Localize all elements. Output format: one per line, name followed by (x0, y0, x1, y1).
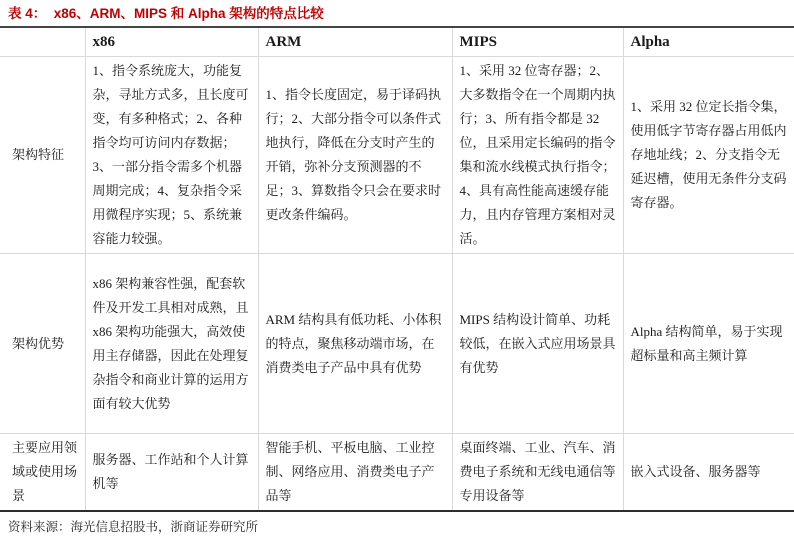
architecture-comparison-table (0, 26, 794, 512)
table-title: 表 4： x86、ARM、MIPS 和 Alpha 架构的特点比较 (8, 6, 324, 21)
source-note: 资料来源：海光信息招股书，浙商证券研究所 (8, 520, 259, 534)
table-header-row (0, 27, 794, 57)
table-row-advantages (0, 254, 794, 434)
cell-applications-x86: 服务器、工作站和个人计算机等 (85, 434, 258, 512)
cell-features-mips: 1、采用 32 位寄存器；2、大多数指令在一个周期内执行；3、所有指令都是 32 位，且采用定长编码的指令集和流水线模式执行指令；4、具有高性能高速缓存能力，且内存管理方案相对灵活。 (452, 57, 623, 254)
column-header-alpha: Alpha (623, 27, 794, 57)
row-label-features: 架构特征 (0, 57, 85, 254)
cell-features-alpha: 1、采用 32 位定长指令集，使用低字节寄存器占用低内存地址线；2、分支指令无延迟槽，使用无条件分支码寄存器。 (623, 57, 794, 254)
column-header-blank (0, 27, 85, 57)
cell-advantages-alpha: Alpha 结构简单，易于实现超标量和高主频计算 (623, 254, 794, 434)
row-label-advantages: 架构优势 (0, 254, 85, 434)
table-row-features (0, 57, 794, 254)
cell-applications-mips: 桌面终端、工业、汽车、消费电子系统和无线电通信等专用设备等 (452, 434, 623, 512)
cell-advantages-arm: ARM 结构具有低功耗、小体积的特点，聚焦移动端市场，在消费类电子产品中具有优势 (258, 254, 452, 434)
column-header-x86: x86 (85, 27, 258, 57)
cell-applications-alpha: 嵌入式设备、服务器等 (623, 434, 794, 512)
table-row-applications (0, 434, 794, 512)
cell-applications-arm: 智能手机、平板电脑、工业控制、网络应用、消费类电子产品等 (258, 434, 452, 512)
cell-features-x86: 1、指令系统庞大，功能复杂，寻址方式多，且长度可变，有多种格式；2、各种指令均可访问内存数据；3、一部分指令需多个机器周期完成；4、复杂指令采用微程序实现；5、系统兼容能力较强。 (85, 57, 258, 254)
cell-advantages-mips: MIPS 结构设计简单、功耗较低，在嵌入式应用场景具有优势 (452, 254, 623, 434)
cell-features-arm: 1、指令长度固定，易于译码执行；2、大部分指令可以条件式地执行，降低在分支时产生的开销，弥补分支预测器的不足；3、算数指令只会在要求时更改条件编码。 (258, 57, 452, 254)
column-header-arm: ARM (258, 27, 452, 57)
cell-advantages-x86: x86 架构兼容性强，配套软件及开发工具相对成熟，且 x86 架构功能强大，高效使用主存储器，因此在处理复杂指令和商业计算的运用方面有较大优势 (85, 254, 258, 434)
row-label-applications: 主要应用领域或使用场景 (0, 434, 85, 512)
column-header-mips: MIPS (452, 27, 623, 57)
